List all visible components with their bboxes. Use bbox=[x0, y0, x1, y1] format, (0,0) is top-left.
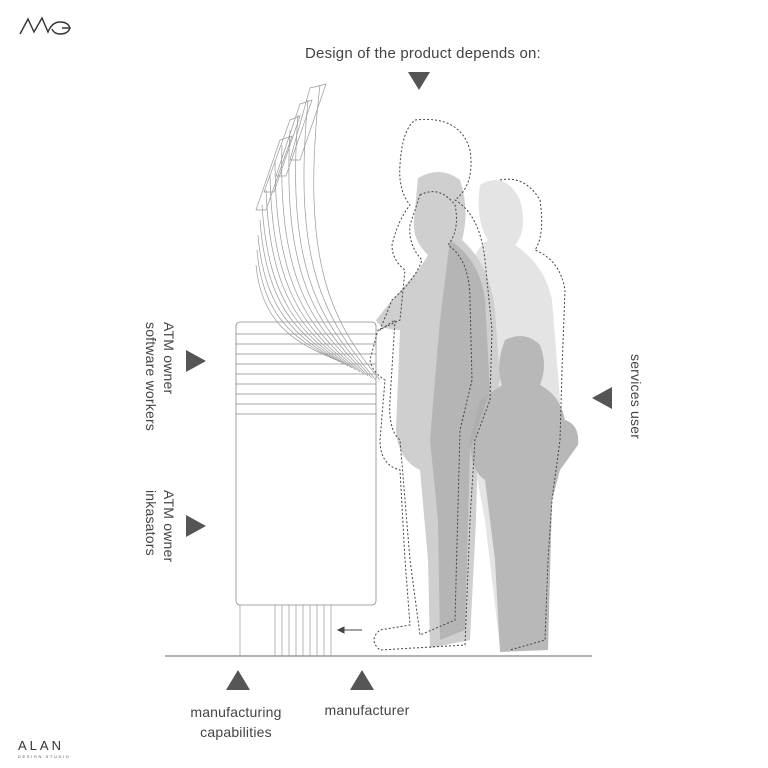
manufacturer-arrow-icon bbox=[350, 670, 374, 690]
software-arrow-icon bbox=[186, 350, 206, 372]
atm-base bbox=[240, 605, 331, 656]
services-user-arrow-icon bbox=[592, 387, 612, 409]
atm-body bbox=[236, 322, 376, 605]
label-line: manufacturing bbox=[190, 704, 282, 720]
user-silhouettes bbox=[376, 172, 578, 652]
diagram-title: Design of the product depends on: bbox=[305, 45, 541, 62]
label-line: capabilities bbox=[200, 724, 272, 740]
label-line: inkasators bbox=[143, 490, 159, 556]
label-line: ATM owner bbox=[161, 322, 177, 395]
label-manufacturer: manufacturer bbox=[324, 702, 410, 718]
atm-screen-arm bbox=[256, 84, 380, 380]
label-services-user: services user bbox=[628, 354, 644, 440]
label-atm-owner-software bbox=[142, 322, 178, 431]
brand-logo-bottom-text: ALAN bbox=[18, 738, 64, 753]
brand-logo-bottom bbox=[18, 738, 88, 759]
label-manufacturing-capabilities bbox=[180, 702, 292, 742]
brand-logo-bottom-sub: DESIGN STUDIO bbox=[18, 754, 71, 759]
small-arrow-icon bbox=[338, 627, 362, 633]
manufacturing-capabilities-arrow-icon bbox=[226, 670, 250, 690]
label-line: software workers bbox=[143, 322, 159, 432]
inkasators-arrow-icon bbox=[186, 515, 206, 537]
label-line: ATM owner bbox=[161, 490, 177, 563]
label-atm-owner-inkasators bbox=[142, 490, 178, 562]
